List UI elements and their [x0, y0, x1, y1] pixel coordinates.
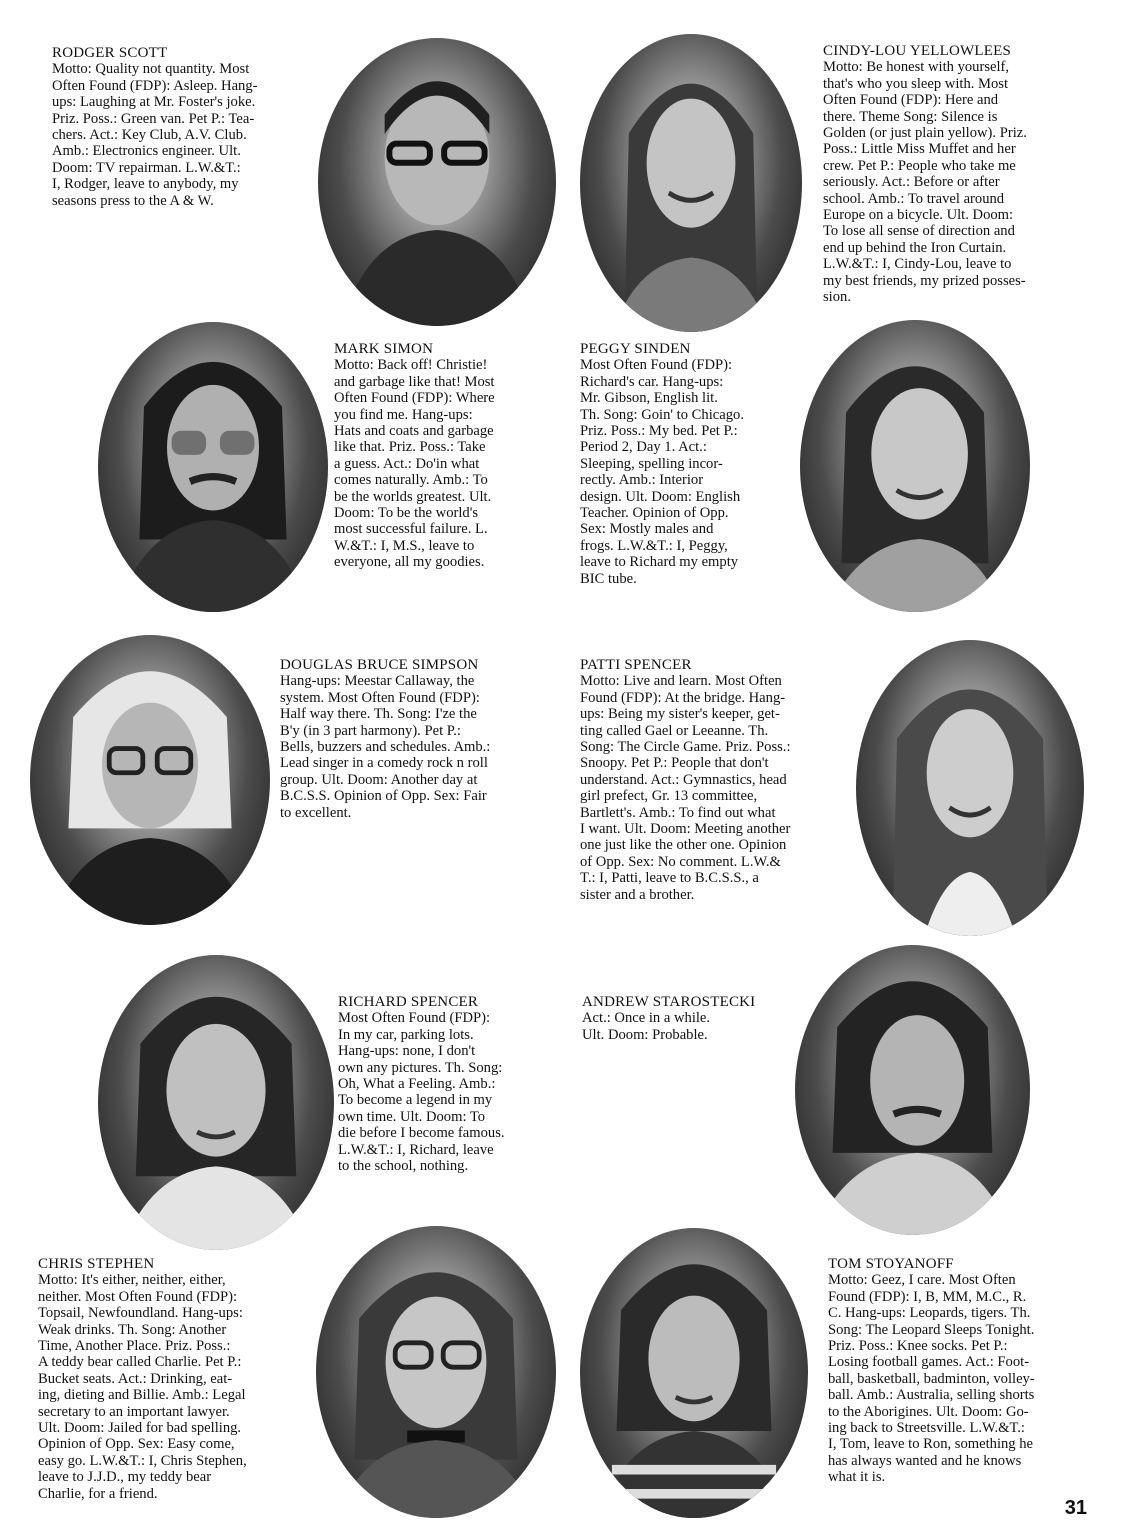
student-name: ANDREW STAROSTECKI — [582, 994, 756, 1010]
entry-andrew-starostecki — [582, 994, 812, 1043]
portrait-photo-peggy-sinden — [800, 320, 1030, 612]
entry-patti-spencer — [580, 657, 860, 903]
entry-richard-spencer — [338, 994, 563, 1174]
student-bio: Most Often Found (FDP): Richard's car. Hang-ups: Mr. Gibson, English lit. Th. Song: Goin' to Chicago. Priz. Poss.: My bed. Pet P.: Period 2, Day 1. Act.: Sleeping, spelling incor- rectly. Amb.: Interior design. Ult. Doom: English Teacher. Opinion of Opp. Sex: Mostly males and frogs. L.W.&T.: I, Peggy, leave to Richard my empty BIC tube. — [580, 357, 744, 587]
portrait-photo-rodger-scott — [318, 38, 556, 326]
student-name: CHRIS STEPHEN — [38, 1256, 155, 1272]
student-name: DOUGLAS BRUCE SIMPSON — [280, 657, 479, 673]
entry-tom-stoyanoff — [828, 1256, 1103, 1486]
entry-chris-stephen — [38, 1256, 313, 1502]
portrait-photo-douglas-bruce-simpson — [30, 635, 270, 925]
student-name: CINDY-LOU YELLOWLEES — [823, 43, 1011, 59]
student-bio: Act.: Once in a while. Ult. Doom: Probable. — [582, 1010, 711, 1043]
entry-peggy-sinden — [580, 341, 805, 587]
student-bio: Motto: Be honest with yourself, that's who you sleep with. Most Often Found (FDP): Here and there. Theme Song: Silence is Golden (or just plain yellow). Priz. Poss.: Little Miss Muffet and her crew. Pet P.: People who take me seriously. Act.: Before or after school. Amb.: To travel around Europe on a bicycle. Ult. Doom: To lose all sense of direction and end up behind the Iron Curtain. L.W.&T.: I, Cindy-Lou, leave to my best friends, my prized posses- sion. — [823, 59, 1027, 306]
portrait-photo-tom-stoyanoff — [580, 1228, 808, 1518]
portrait-photo-richard-spencer — [98, 955, 334, 1250]
student-bio: Motto: Geez, I care. Most Often Found (FDP): I, B, MM, M.C., R. C. Hang-ups: Leopards, tigers. Th. Song: The Leopard Sleeps Tonight. Priz. Poss.: Knee socks. Pet P.: Losing football games. Act.: Foot- ball, basketball, badminton, volley- ball. Amb.: Australia, selling shorts to the Aborigines. Ult. Doom: Go- ing back to Streetsville. L.W.&T.: I, Tom, leave to Ron, something he has always wanted and he knows what it is. — [828, 1272, 1035, 1486]
portrait-photo-mark-simon — [98, 322, 328, 612]
page-number: 31 — [1064, 1497, 1087, 1519]
student-name: RODGER SCOTT — [52, 45, 168, 61]
student-name: MARK SIMON — [334, 341, 434, 357]
entry-cindy-lou-yellowlees — [823, 43, 1103, 306]
student-name: PEGGY SINDEN — [580, 341, 691, 357]
student-bio: Motto: Quality not quantity. Most Often Found (FDP): Asleep. Hang- ups: Laughing at Mr. Foster's joke. Priz. Poss.: Green van. Pet P.: Tea- chers. Act.: Key Club, A.V. Club. Amb.: Electronics engineer. Ult. Doom: TV repairman. L.W.&T.: I, Rodger, leave to anybody, my seasons press to the A & W. — [52, 61, 258, 209]
student-bio: Motto: It's either, neither, either, neither. Most Often Found (FDP): Topsail, Newfoundland. Hang-ups: Weak drinks. Th. Song: Another Time, Another Place. Priz. Poss.: A teddy bear called Charlie. Pet P.: Bucket seats. Act.: Drinking, eat- ing, dieting and Billie. Amb.: Legal secretary to an important lawyer. Ult. Doom: Jailed for bad spelling. Opinion of Opp. Sex: Easy come, easy go. L.W.&T.: I, Chris Stephen, leave to J.J.D., my teddy bear Charlie, for a friend. — [38, 1272, 247, 1502]
entry-rodger-scott — [52, 45, 322, 209]
portrait-photo-cindy-lou-yellowlees — [580, 34, 802, 332]
student-bio: Most Often Found (FDP): In my car, parking lots. Hang-ups: none, I don't own any pictures. Th. Song: Oh, What a Feeling. Amb.: To become a legend in my own time. Ult. Doom: To die before I become famous. L.W.&T.: I, Richard, leave to the school, nothing. — [338, 1010, 505, 1175]
portrait-photo-andrew-starostecki — [795, 945, 1030, 1235]
student-bio: Motto: Live and learn. Most Often Found (FDP): At the bridge. Hang- ups: Being my sister's keeper, get- ting called Gael or Leeanne. Th. Song: The Circle Game. Priz. Poss.: Snoopy. Pet P.: People that don't understand. Act.: Gymnastics, head girl prefect, Gr. 13 committee, Bartlett's. Amb.: To find out what I want. Ult. Doom: Meeting another one just like the other one. Opinion of Opp. Sex: No comment. L.W.& T.: I, Patti, leave to B.C.S.S., a sister and a brother. — [580, 673, 791, 903]
portrait-photo-chris-stephen — [316, 1226, 556, 1518]
student-bio: Motto: Back off! Christie! and garbage like that! Most Often Found (FDP): Where you find me. Hang-ups: Hats and coats and garbage like that. Priz. Poss.: Take a guess. Act.: Do'in what comes naturally. Amb.: To be the worlds greatest. Ult. Doom: To be the world's most successful failure. L. W.&T.: I, M.S., leave to everyone, all my goodies. — [334, 357, 495, 571]
entry-douglas-bruce-simpson — [280, 657, 560, 821]
portrait-photo-patti-spencer — [856, 640, 1084, 936]
entry-mark-simon — [334, 341, 554, 571]
student-bio: Hang-ups: Meestar Callaway, the system. Most Often Found (FDP): Half way there. Th. Song: I'ze the B'y (in 3 part harmony). Pet P.: Bells, buzzers and schedules. Amb.: Lead singer in a comedy rock n roll group. Ult. Doom: Another day at B.C.S.S. Opinion of Opp. Sex: Fair to excellent. — [280, 673, 491, 821]
student-name: PATTI SPENCER — [580, 657, 692, 673]
student-name: TOM STOYANOFF — [828, 1256, 954, 1272]
student-name: RICHARD SPENCER — [338, 994, 479, 1010]
